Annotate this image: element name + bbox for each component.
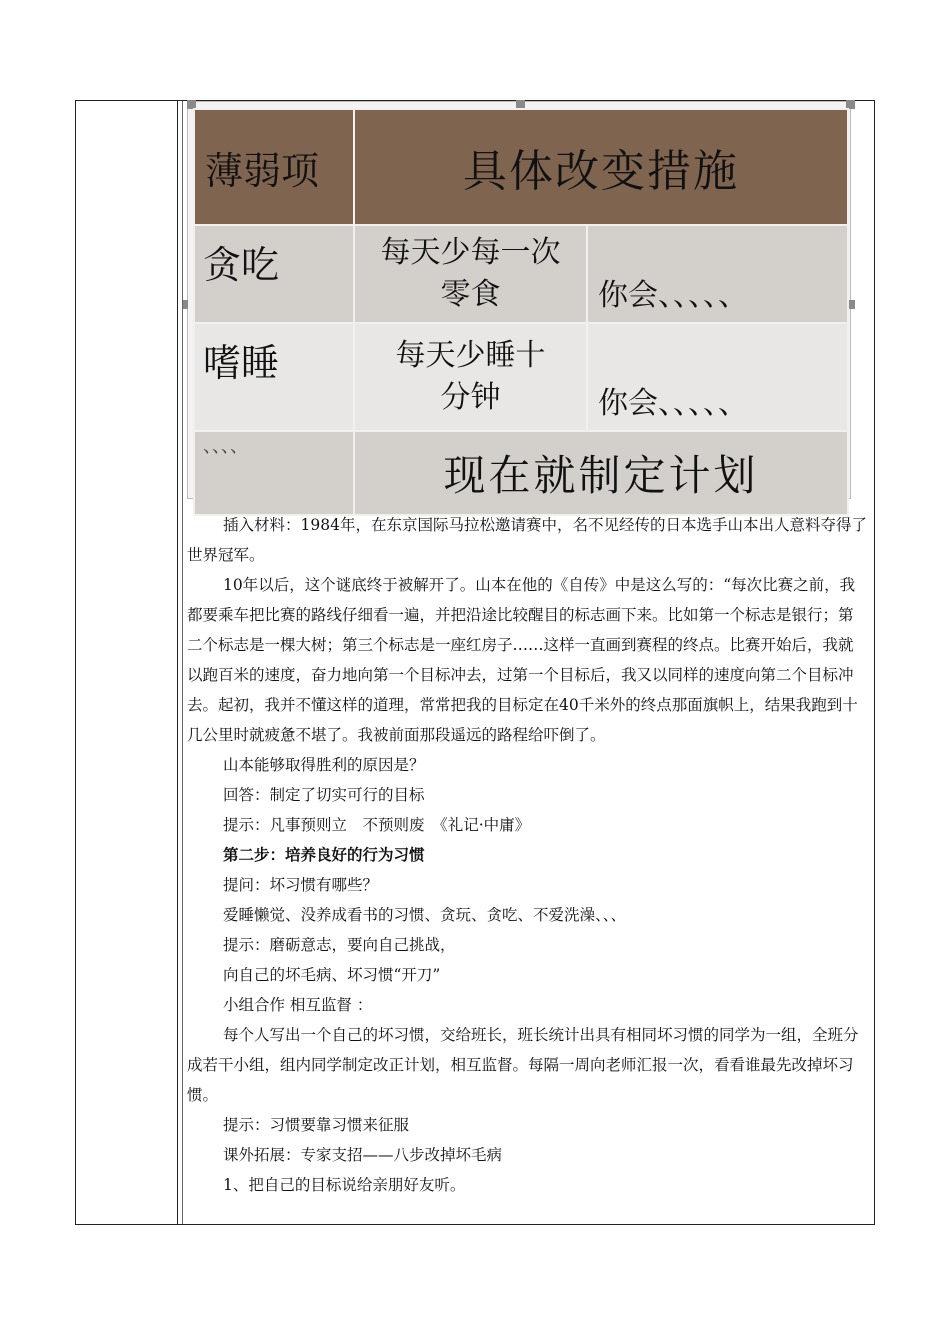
left-column-cell [76, 101, 178, 1224]
text-line: 1、把自己的目标说给亲朋好友听。 [223, 1176, 466, 1194]
column-divider [182, 101, 183, 1224]
plan-item: 贪吃 [194, 225, 354, 323]
improvement-plan-image [193, 108, 849, 516]
resize-handle-middle-right[interactable] [849, 300, 855, 309]
header-weakness: 薄弱项 [194, 109, 354, 225]
plan-measure: 每天少每一次 零食 [354, 225, 587, 323]
plan-result: 你会、、、、、 [587, 323, 848, 431]
header-measures: 具体改变措施 [354, 109, 848, 225]
text-line: 回答：制定了切实可行的目标 [223, 786, 425, 804]
plan-result: 你会、、、、、 [587, 225, 848, 323]
plan-item: 嗜睡 [194, 323, 354, 431]
text-line: 提示：磨砺意志，要向自己挑战， [223, 936, 456, 954]
plan-measure: 每天少睡十 分钟 [354, 323, 587, 431]
plan-item: 、、、、 [194, 431, 354, 515]
text-line: 爱睡懒觉、没养成看书的习惯、贪玩、贪吃、不爱洗澡、、、 [223, 906, 627, 924]
text-line: 向自己的坏毛病、坏习惯“开刀” [223, 966, 441, 984]
text-line: 提示：习惯要靠习惯来征服 [223, 1116, 410, 1134]
lesson-text [187, 510, 867, 1200]
text-line: 提问：坏习惯有哪些？ [223, 876, 379, 894]
text-line: 山本能够取得胜利的原因是？ [223, 756, 425, 774]
plan-call-to-action: 现在就制定计划 [354, 431, 848, 515]
resize-handle-middle-left[interactable] [183, 300, 188, 309]
text-line: 小组合作 相互监督 ： [223, 996, 373, 1014]
paragraph: 每个人写出一个自己的坏习惯，交给班长，班长统计出具有相同坏习惯的同学为一组，全班分成若干小组，组内同学制定改正计划，相互监督。每隔一周向老师汇报一次，看看谁最先改掉坏习惯。 [187, 1026, 859, 1104]
text-line: 提示：凡事预则立 不预则废 《礼记·中庸》 [223, 816, 531, 834]
section-heading: 第二步：培养良好的行为习惯 [223, 845, 425, 864]
plan-row [194, 225, 848, 323]
paragraph: 插入材料：1984年，在东京国际马拉松邀请赛中，名不见经传的日本选手山本出人意料夺得了世界冠军。 [187, 516, 867, 564]
plan-row [194, 431, 848, 515]
text-line: 课外拓展：专家支招——八步改掉坏毛病 [223, 1146, 503, 1164]
plan-row [194, 323, 848, 431]
paragraph: 10年以后，这个谜底终于被解开了。山本在他的《自传》中是这么写的：“每次比赛之前，我都要乘车把比赛的路线仔细看一遍，并把沿途比较醒目的标志画下来。比如第一个标志是银行；第二个标志是一棵大树；第三个标志是一座红房子……这样一直画到赛程的终点。比赛开始后，我就以跑百米的速度，奋力地向第一个目标冲去，过第一个目标后，我又以同样的速度向第二个目标冲去。起初，我并不懂这样的道理，常常把我的目标定在40千米外的终点那面旗帜上，结果我跑到十几公里时就疲惫不堪了。我被前面那段遥远的路程给吓倒了。 [187, 576, 858, 744]
plan-header-row [194, 109, 848, 225]
